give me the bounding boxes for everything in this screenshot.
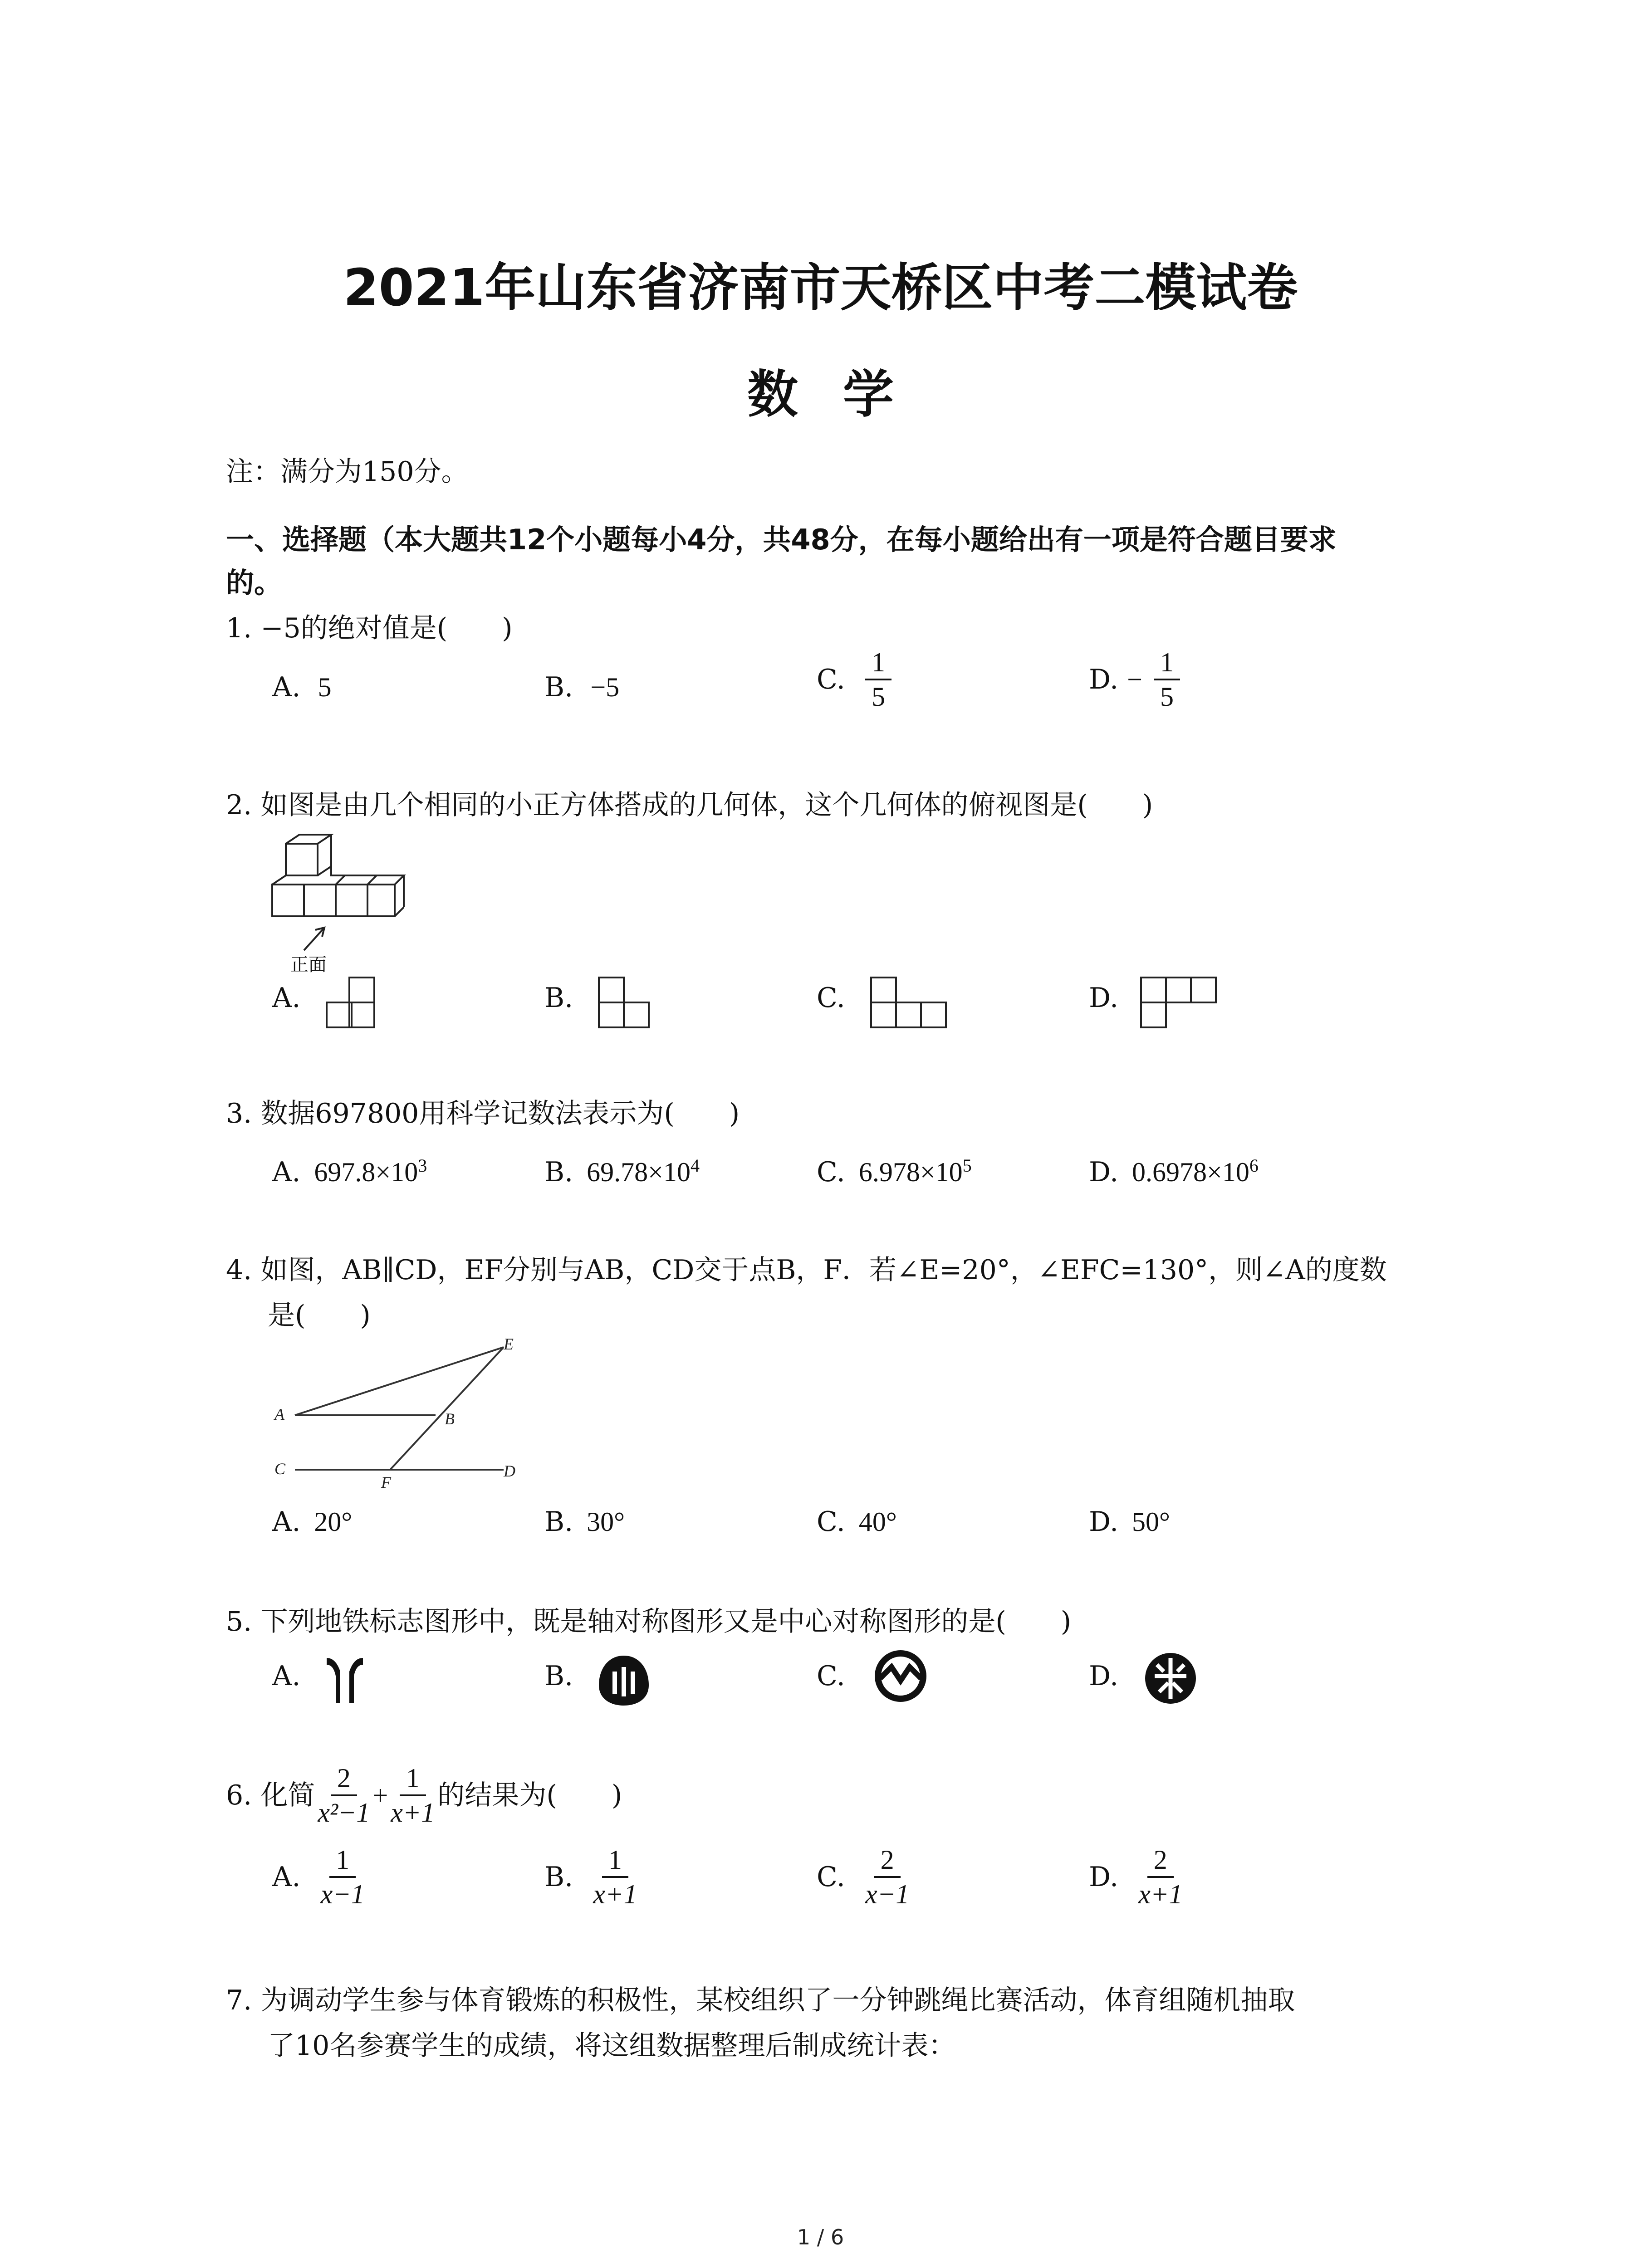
question-3-stem: 3. 数据697800用科学记数法表示为( ) bbox=[226, 1098, 740, 1129]
question-5-stem: 5. 下列地铁标志图形中，既是轴对称图形又是中心对称图形的是( ) bbox=[226, 1606, 1072, 1637]
q1-option-d: D. − $\frac{1}{5}$ bbox=[1089, 649, 1183, 710]
metro-logo-y-icon bbox=[324, 1656, 365, 1706]
q1-option-c: C. $\frac{1}{5}$ bbox=[817, 649, 894, 710]
section-heading-line1: 一、选择题（本大题共12个小题每小4分，共48分，在每小题给出有一项是符合题目要求 bbox=[226, 523, 1337, 556]
metro-logo-circle-icon bbox=[1143, 1651, 1198, 1706]
q1-option-a: A. 5 bbox=[272, 671, 332, 703]
subject-title: 数 学 bbox=[747, 365, 894, 424]
label-e: E bbox=[504, 1335, 514, 1353]
q2-option-c: C. bbox=[817, 982, 845, 1014]
q4-option-a: A. 20° bbox=[272, 1506, 353, 1538]
q4-option-d: D. 50° bbox=[1089, 1506, 1171, 1538]
label-f: F bbox=[381, 1473, 391, 1491]
q3-option-a: A. $697.8\times 10^3$ bbox=[272, 1155, 427, 1188]
q5-option-a: A. bbox=[272, 1660, 301, 1692]
q6-option-b: B. $\frac{1}{x+1}$ bbox=[544, 1845, 637, 1909]
q2-option-b-figure bbox=[599, 975, 653, 1030]
section-heading-line2: 的。 bbox=[226, 566, 283, 599]
q2-option-b: B. bbox=[544, 982, 573, 1014]
question-1-stem: 1. −5的绝对值是( ) bbox=[226, 612, 513, 644]
q2-option-d-figure bbox=[1141, 975, 1223, 1030]
q3-option-c: C. $6.978\times 10^5$ bbox=[817, 1155, 972, 1188]
q5-option-b: B. bbox=[544, 1660, 573, 1692]
q6-option-c: C. $\frac{2}{x-1}$ bbox=[817, 1845, 910, 1909]
q5-option-c: C. bbox=[817, 1660, 845, 1692]
q4-option-c: C. 40° bbox=[817, 1506, 897, 1538]
label-a: A bbox=[274, 1405, 284, 1423]
metro-logo-wave-icon bbox=[871, 1651, 930, 1701]
q4-geometry-figure bbox=[268, 1335, 540, 1492]
question-7-line2: 了10名参赛学生的成绩，将这组数据整理后制成统计表： bbox=[268, 2030, 956, 2062]
label-b: B bbox=[445, 1410, 455, 1428]
question-7-line1: 7. 为调动学生参与体育锻炼的积极性，某校组织了一分钟跳绳比赛活动，体育组随机抽取 bbox=[226, 1984, 1295, 2016]
q2-option-a-figure bbox=[327, 975, 381, 1030]
question-2-stem: 2. 如图是由几个相同的小正方体搭成的几何体，这个几何体的俯视图是( ) bbox=[226, 789, 1153, 821]
metro-logo-bell-icon bbox=[594, 1653, 653, 1708]
q3-option-b: B. $69.78\times 10^4$ bbox=[544, 1155, 700, 1188]
q6-option-d: D. $\frac{2}{x+1}$ bbox=[1089, 1845, 1183, 1909]
question-6-stem: 6. 化简 $\frac{2}{\text{x²−1}}$ + $\frac{1}{x+1}$ 的结果为( ) bbox=[226, 1763, 622, 1828]
q2-option-c-figure bbox=[871, 975, 953, 1030]
score-note: 注：满分为150分。 bbox=[226, 456, 469, 488]
q1-option-b: B. −5 bbox=[544, 671, 620, 703]
q5-option-d: D. bbox=[1089, 1660, 1119, 1692]
q6-option-a: A. $\frac{1}{x-1}$ bbox=[272, 1845, 365, 1909]
q2-option-a: A. bbox=[272, 982, 301, 1014]
q4-option-b: B. 30° bbox=[544, 1506, 625, 1538]
page-number: 1 / 6 bbox=[797, 2225, 844, 2249]
question-4-stem-line2: 是( ) bbox=[268, 1300, 371, 1331]
label-d: D bbox=[504, 1462, 515, 1480]
label-c: C bbox=[274, 1460, 286, 1478]
question-4-stem-line1: 4. 如图，AB∥CD，EF分别与AB，CD交于点B，F．若∠E=20°，∠EFC=130°，则∠A的度数 bbox=[226, 1254, 1387, 1286]
q2-option-d: D. bbox=[1089, 982, 1119, 1014]
q3-option-d: D. $0.6978\times 10^6$ bbox=[1089, 1155, 1259, 1188]
page-title: 2021年山东省济南市天桥区中考二模试卷 bbox=[343, 259, 1298, 318]
q2-cube-figure bbox=[268, 835, 413, 971]
front-label: 正面 bbox=[290, 954, 327, 975]
